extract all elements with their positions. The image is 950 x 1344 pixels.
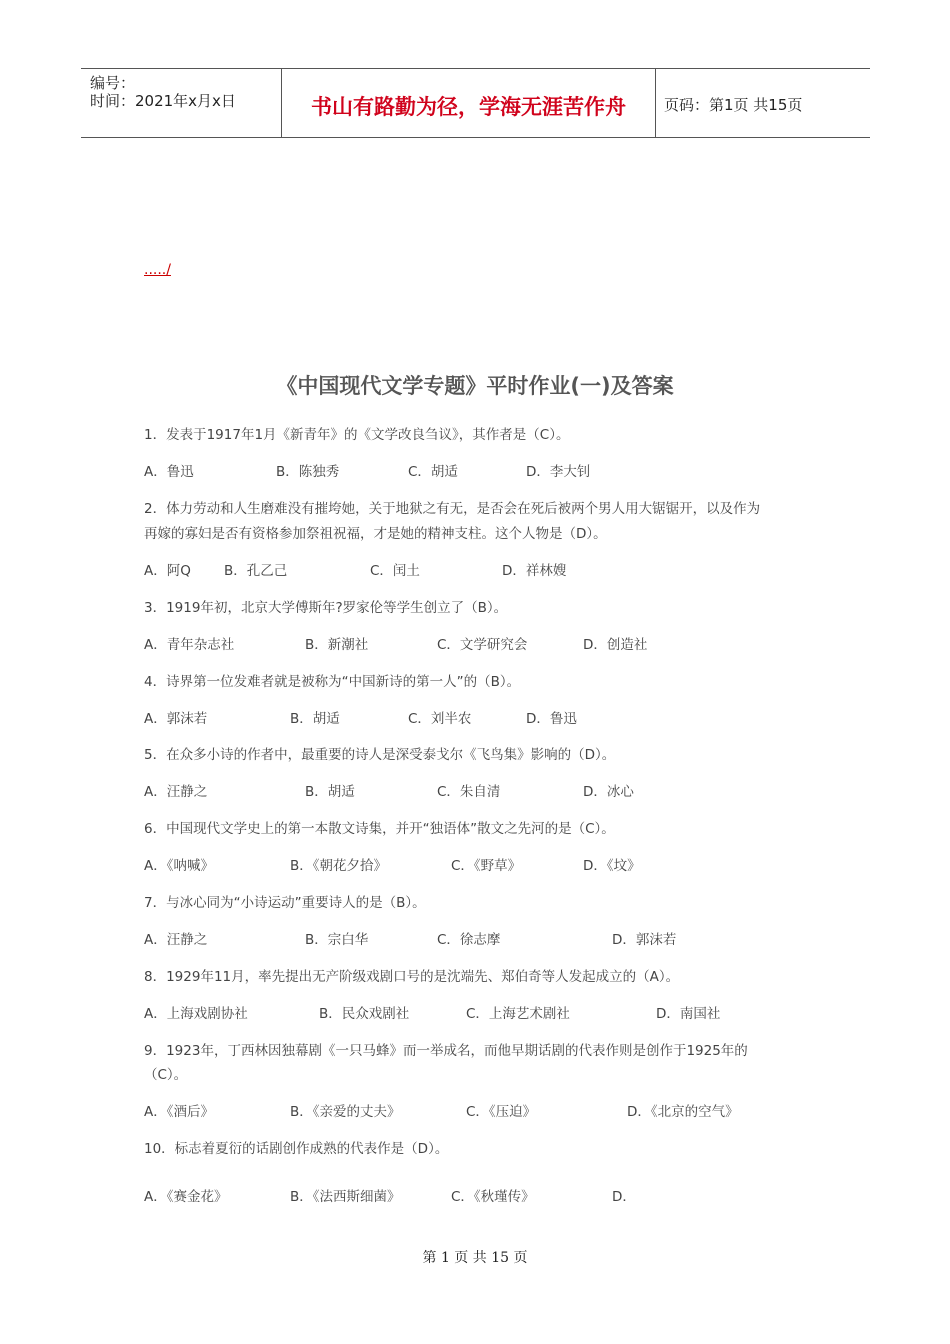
question-7: 7．与冰心同为“小诗运动”重要诗人的是（B）。: [144, 895, 426, 911]
q10-option-d: D．: [612, 1189, 636, 1205]
question-8: 8．1929年11月，率先提出无产阶级戏剧口号的是沈端先、郑伯奇等人发起成立的（A）。: [144, 969, 680, 985]
q5-option-b: B．胡适: [305, 784, 355, 800]
q8-option-b: B．民众戏剧社: [319, 1006, 410, 1022]
q8-option-c: C．上海艺术剧社: [466, 1006, 570, 1022]
q5-option-a: A．汪静之: [144, 784, 208, 800]
question-3: 3．1919年初，北京大学傅斯年?罗家伦等学生创立了（B）。: [144, 600, 508, 616]
q2-option-b: B．孔乙己: [224, 563, 288, 579]
doc-time-label: 时间：2021年x月x日: [90, 92, 236, 110]
page-title: 《中国现代文学专题》平时作业(一)及答案: [276, 374, 674, 398]
q9-option-d: D．《北京的空气》: [627, 1104, 739, 1120]
q3-option-b: B．新潮社: [305, 637, 369, 653]
question-9-cont: （C）。: [144, 1067, 188, 1083]
header-page-number: 页码：第1页 共15页: [664, 96, 803, 114]
q7-option-d: D．郭沫若: [612, 932, 677, 948]
header-meta-cell: [81, 69, 281, 137]
q8-option-d: D．南国社: [656, 1006, 721, 1022]
question-1: 1．发表于1917年1月《新青年》的《文学改良刍议》，其作者是（C）。: [144, 427, 570, 443]
q10-option-c: C．《秋瑾传》: [451, 1189, 535, 1205]
q4-option-d: D．鲁迅: [526, 711, 577, 727]
q6-option-a: A．《呐喊》: [144, 858, 214, 874]
q7-option-b: B．宗白华: [305, 932, 369, 948]
question-5: 5．在众多小诗的作者中，最重要的诗人是深受泰戈尔《飞鸟集》影响的（D）。: [144, 747, 616, 763]
q1-option-a: A．鲁迅: [144, 464, 194, 480]
q2-option-c: C．闰土: [370, 563, 420, 579]
q2-option-a: A．阿Q: [144, 563, 191, 579]
q5-option-d: D．冰心: [583, 784, 634, 800]
q1-option-d: D．李大钊: [526, 464, 591, 480]
q10-option-b: B．《法西斯细菌》: [290, 1189, 401, 1205]
q10-option-a: A．《赛金花》: [144, 1189, 228, 1205]
header-motto: 书山有路勤为径，学海无涯苦作舟: [311, 94, 626, 119]
q9-option-b: B．《亲爱的丈夫》: [290, 1104, 401, 1120]
q9-option-a: A．《酒后》: [144, 1104, 214, 1120]
q1-option-b: B．陈独秀: [276, 464, 340, 480]
question-2: 2．体力劳动和人生磨难没有摧垮她，关于地狱之有无，是否会在死后被两个男人用大锯锯开，以及作为: [144, 501, 761, 517]
q4-option-c: C．刘半农: [408, 711, 472, 727]
q6-option-d: D．《坟》: [583, 858, 641, 874]
question-4: 4．诗界第一位发难者就是被称为“中国新诗的第一人”的（B）。: [144, 674, 521, 690]
q7-option-a: A．汪静之: [144, 932, 208, 948]
question-6: 6．中国现代文学史上的第一本散文诗集，并开“独语体”散文之先河的是（C）。: [144, 821, 615, 837]
q1-option-c: C．胡适: [408, 464, 458, 480]
document-header: [81, 68, 870, 138]
q4-option-a: A．郭沫若: [144, 711, 208, 727]
q3-option-c: C．文学研究会: [437, 637, 528, 653]
q5-option-c: C．朱自清: [437, 784, 501, 800]
q7-option-c: C．徐志摩: [437, 932, 501, 948]
question-9: 9．1923年，丁西林因独幕剧《一只马蜂》而一举成名，而他早期话剧的代表作则是创作于1925年的: [144, 1043, 748, 1059]
question-2-cont: 再嫁的寡妇是否有资格参加祭祖祝福，才是她的精神支柱。这个人物是（D）。: [144, 526, 607, 542]
q4-option-b: B．胡适: [290, 711, 340, 727]
question-10: 10．标志着夏衍的话剧创作成熟的代表作是（D）。: [144, 1141, 449, 1157]
q8-option-a: A．上海戏剧协社: [144, 1006, 248, 1022]
q6-option-c: C．《野草》: [451, 858, 522, 874]
q9-option-c: C．《压迫》: [466, 1104, 537, 1120]
doc-code-label: 编号：: [90, 74, 136, 92]
q6-option-b: B．《朝花夕拾》: [290, 858, 388, 874]
header-page-cell: [655, 69, 870, 137]
q3-option-a: A．青年杂志社: [144, 637, 235, 653]
header-motto-cell: [281, 69, 656, 137]
q2-option-d: D．祥林嫂: [502, 563, 567, 579]
q3-option-d: D．创造社: [583, 637, 648, 653]
source-link[interactable]: ...../: [144, 262, 171, 278]
page-footer: 第 1 页 共 15 页: [422, 1250, 528, 1266]
